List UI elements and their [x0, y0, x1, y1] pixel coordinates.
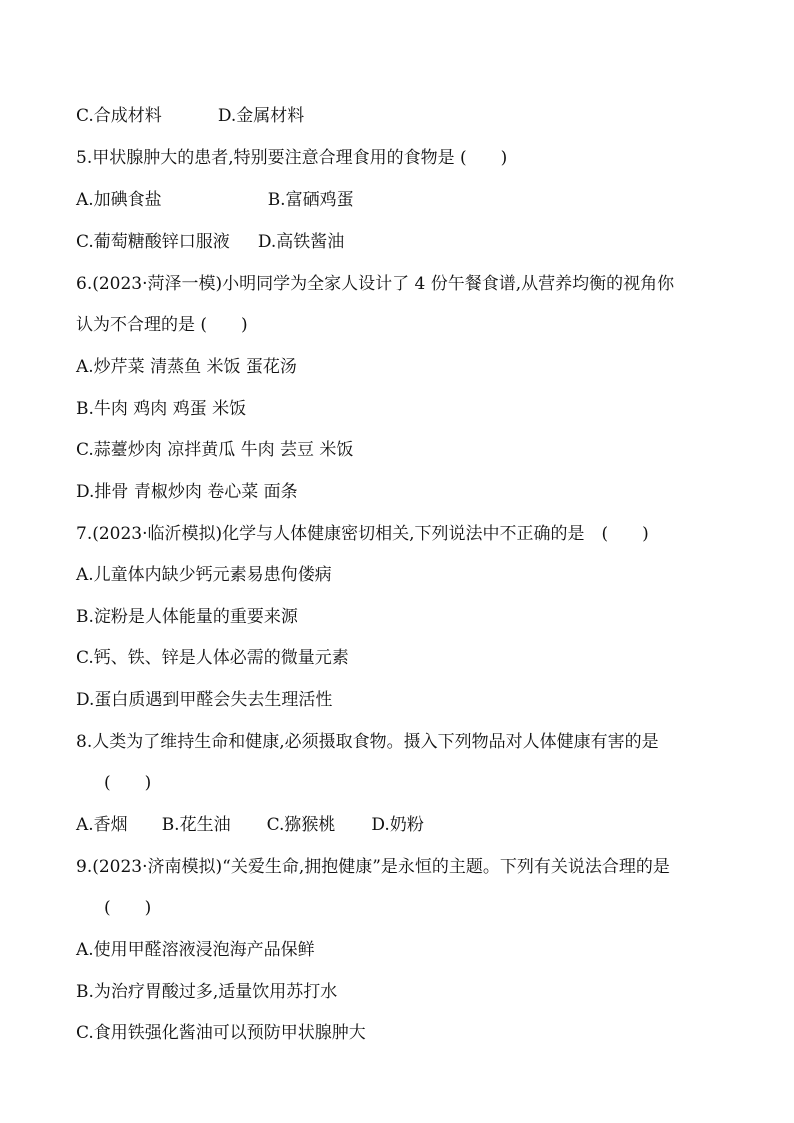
question-7-option-b: B.淀粉是人体能量的重要来源 — [76, 607, 298, 627]
question-6-option-b: B.牛肉 鸡肉 鸡蛋 米饭 — [76, 399, 247, 419]
question-6-option-c: C.蒜薹炒肉 凉拌黄瓜 牛肉 芸豆 米饭 — [76, 440, 354, 460]
question-9-option-b: B.为治疗胃酸过多,适量饮用苏打水 — [76, 982, 338, 1002]
question-6-option-a: A.炒芹菜 清蒸鱼 米饭 蛋花汤 — [76, 357, 297, 377]
question-9-answer-bracket: ( ) — [104, 898, 152, 918]
question-7-stem: 7.(2023·临沂模拟)化学与人体健康密切相关,下列说法中不正确的是 ( ) — [76, 524, 649, 544]
question-8-answer-bracket: ( ) — [104, 773, 152, 793]
question-5-options-ab — [76, 188, 354, 212]
question-6-stem-line-1: 6.(2023·菏泽一模)小明同学为全家人设计了 4 份午餐食谱,从营养均衡的视角你 — [76, 274, 675, 294]
question-9-stem: 9.(2023·济南模拟)“关爱生命,拥抱健康”是永恒的主题。下列有关说法合理的是 — [76, 857, 670, 877]
question-9-option-c: C.食用铁强化酱油可以预防甲状腺肿大 — [76, 1023, 366, 1043]
option-c: C.合成材料 — [76, 106, 162, 126]
question-5-stem: 5.甲状腺肿大的患者,特别要注意合理食用的食物是 ( ) — [76, 148, 508, 168]
question-6-stem-line-2: 认为不合理的是 ( ) — [76, 315, 248, 335]
question-6-option-d: D.排骨 青椒炒肉 卷心菜 面条 — [76, 482, 298, 502]
option-c: C.猕猴桃 — [266, 815, 336, 835]
question-7-option-a: A.儿童体内缺少钙元素易患佝偻病 — [76, 565, 332, 585]
option-a: A.加碘食盐 — [76, 190, 162, 210]
question-8-stem: 8.人类为了维持生命和健康,必须摄取食物。摄入下列物品对人体健康有害的是 — [76, 732, 659, 752]
option-d: D.高铁酱油 — [257, 232, 345, 252]
question-8-options — [76, 813, 424, 837]
option-b: B.富硒鸡蛋 — [267, 190, 354, 210]
option-d: D.金属材料 — [217, 106, 305, 126]
question-7-option-c: C.钙、铁、锌是人体必需的微量元素 — [76, 648, 349, 668]
option-d: D.奶粉 — [371, 815, 424, 835]
question-9-option-a: A.使用甲醛溶液浸泡海产品保鲜 — [76, 940, 315, 960]
question-7-option-d: D.蛋白质遇到甲醛会失去生理活性 — [76, 690, 333, 710]
option-b: B.花生油 — [161, 815, 231, 835]
option-a: A.香烟 — [76, 815, 128, 835]
question-5-options-cd — [76, 230, 344, 254]
question-4-options-cd — [76, 104, 304, 128]
option-c: C.葡萄糖酸锌口服液 — [76, 232, 230, 252]
